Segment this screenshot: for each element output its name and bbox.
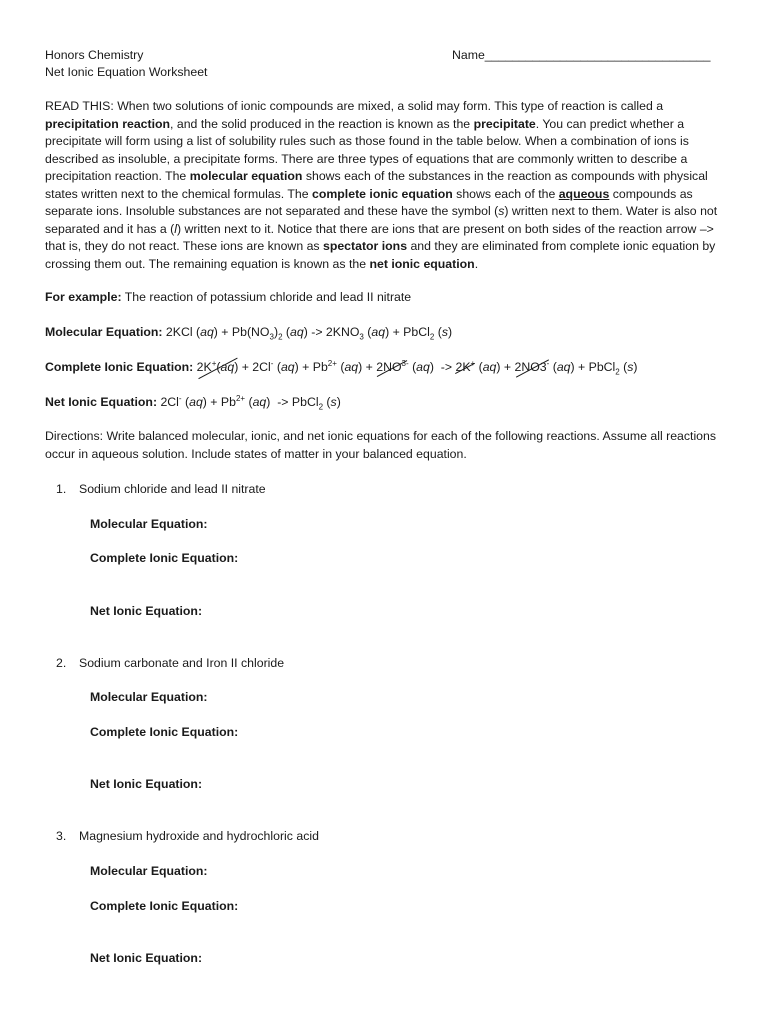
q1-complete-label: Complete Ionic Equation: (90, 551, 239, 565)
name-field-line: Name_________________________________ (452, 48, 711, 62)
example-line (45, 289, 411, 307)
question-number: 2. (56, 656, 67, 670)
example-net-label: Net Ionic Equation: (45, 395, 158, 409)
header-left (45, 47, 207, 81)
question-number: 1. (56, 482, 67, 496)
example-text: The reaction of potassium chloride and lead II nitrate (121, 290, 412, 304)
q2-complete-label: Complete Ionic Equation: (90, 725, 239, 739)
intro-text: READ THIS: When two solutions of ionic compounds are mixed, a solid may form. This type of reaction is called a (45, 99, 664, 113)
term-spectator-ions: spectator ions (322, 239, 408, 253)
q3-complete-label: Complete Ionic Equation: (90, 899, 239, 913)
q2-net-label: Net Ionic Equation: (90, 777, 203, 791)
term-aqueous: aqueous (558, 186, 610, 201)
course-title: Honors Chemistry (45, 48, 144, 62)
crossed-out-ion: 2K+ (455, 359, 475, 377)
symbol-l: l (174, 221, 177, 236)
intro-text: shows each of the substances in the reaction as compounds with physical states written next to the chemical formulas. The (45, 169, 708, 201)
term-complete-ionic-equation: complete ionic equation (312, 186, 453, 201)
intro-text: shows each of the (452, 186, 559, 201)
crossed-out-ion: 2K+(aq) (197, 359, 239, 377)
question-text: Sodium chloride and lead II nitrate (79, 482, 266, 496)
question-text: Sodium carbonate and Iron II chloride (79, 656, 285, 670)
q1-molecular-label: Molecular Equation: (90, 517, 208, 531)
term-precipitate: precipitate (473, 116, 536, 131)
term-precipitation-reaction: precipitation reaction (45, 116, 171, 131)
example-molecular-equation: Molecular Equation: 2KCl $(aq) + Pb(NO_3)_2$ $(aq) -> 2KNO_3$ (aq) + PbCl$_2$ (s) (45, 325, 453, 342)
example-label: For example: (45, 290, 122, 304)
question-1 (56, 481, 266, 499)
term-molecular-equation: molecular equation (189, 169, 303, 183)
directions: Directions: Write balanced molecular, ionic, and net ionic equations for each of the following reactions. Assume all reactions occur in aqueous solution. Include states of matter in your balanced equation. (45, 429, 716, 461)
intro-text: and they are eliminated from complete ionic equation by crossing them out. The remaining equation is known as the (45, 239, 716, 271)
intro-text: ) written next to it. Notice that there are ions that are present on both sides of the reaction arrow –> that is, they do not react. These ions are known as (45, 221, 714, 253)
symbol-s: s (498, 204, 505, 218)
intro-text: . (474, 256, 479, 271)
example-net-ionic-equation: Net Ionic Equation: 2Cl- $(aq) + Pb^{2+}$ (aq) -> PbCl$_2$ (s) (45, 393, 341, 412)
q3-net-label: Net Ionic Equation: (90, 951, 203, 965)
intro-text: . You can predict whether a precipitate will form using a list of solubility rules such as those found in the table below. When a combination of ions is described as insoluble, a precipitate forms. There are three types of equations that are commonly written to describe a precipitation reaction. The (45, 116, 689, 183)
question-text: Magnesium hydroxide and hydrochloric acid (79, 829, 319, 843)
term-net-ionic-equation: net ionic equation (369, 256, 475, 271)
example-molecular-label: Molecular Equation: (45, 325, 163, 339)
intro-text: compounds as separate ions. Insoluble substances are not separated and these have the symbol ( (45, 186, 693, 218)
intro-text: , and the solid produced in the reaction is known as the (170, 116, 474, 131)
intro-paragraph (45, 98, 725, 273)
q1-net-label: Net Ionic Equation: (90, 604, 203, 618)
q2-molecular-label: Molecular Equation: (90, 690, 208, 704)
crossed-out-ion: $2NO^{3-}$ (376, 359, 408, 377)
example-complete-label: Complete Ionic Equation: (45, 360, 194, 374)
q3-molecular-label: Molecular Equation: (90, 864, 208, 878)
worksheet-title: Net Ionic Equation Worksheet (45, 65, 208, 79)
intro-text: ) written next to them. Water is also not separated and it has a ( (45, 204, 718, 236)
question-number: 3. (56, 829, 67, 843)
example-complete-ionic-equation: Complete Ionic Equation: 2K+(aq) + 2Cl- $(aq) + Pb^{2+}$ $(aq) + 2NO^{3-}$ (aq) -> 2K+ (aq) + 2NO3- (aq) + PbCl$_2$ (s) (45, 358, 638, 377)
question-2 (56, 655, 284, 673)
question-3 (56, 828, 319, 846)
crossed-out-ion: 2NO3- (515, 359, 550, 377)
